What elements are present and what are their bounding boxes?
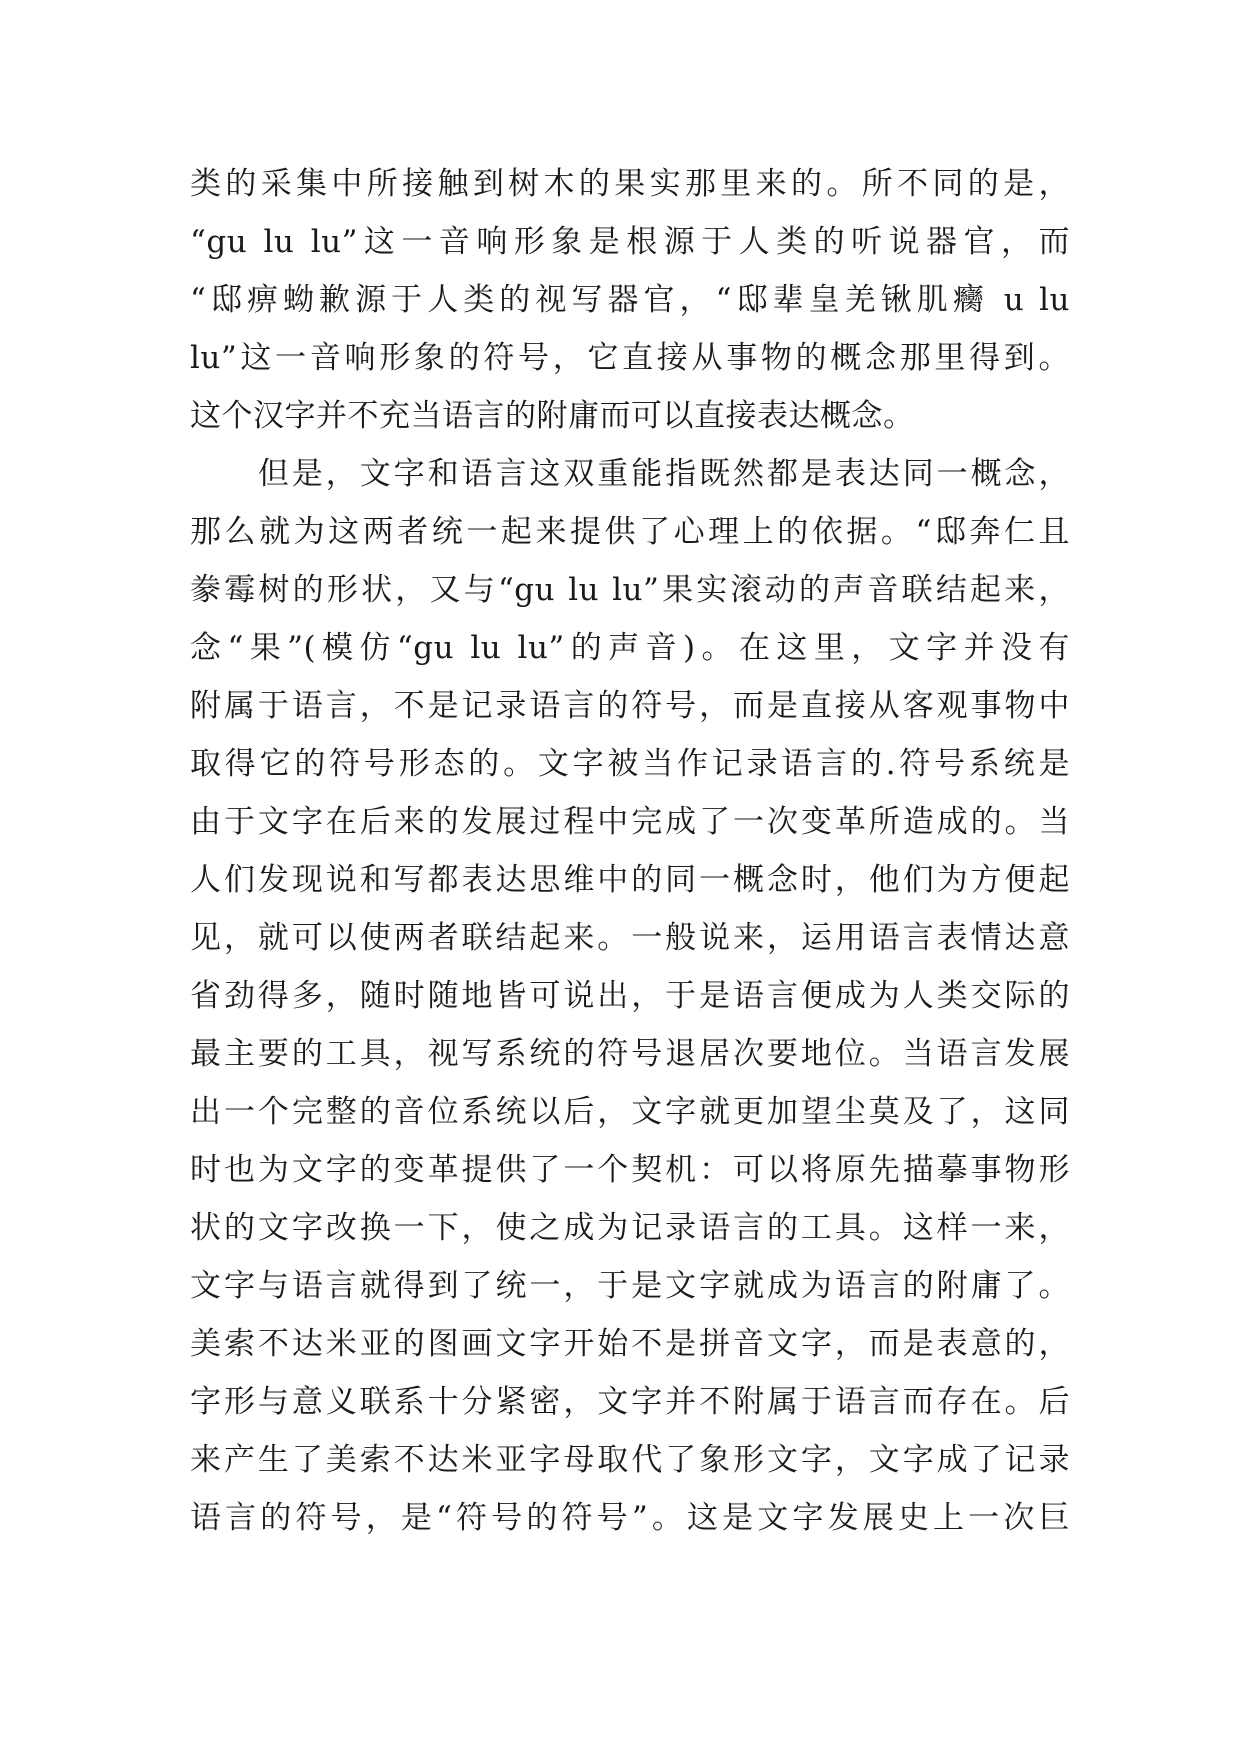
text-line: 最主要的工具，视写系统的符号退居次要地位。当语言发展 xyxy=(190,1036,1070,1072)
text-line: 字形与意义联系十分紧密，文字并不附属于语言而存在。后 xyxy=(190,1384,1070,1420)
body-text xyxy=(190,155,1070,1547)
text-line: 出一个完整的音位系统以后，文字就更加望尘莫及了，这同 xyxy=(190,1094,1070,1130)
text-line: 文字与语言就得到了统一，于是文字就成为语言的附庸了。 xyxy=(190,1268,1070,1304)
text-line: 省劲得多，随时随地皆可说出，于是语言便成为人类交际的 xyxy=(190,978,1070,1014)
text-line: 附属于语言，不是记录语言的符号，而是直接从客观事物中 xyxy=(190,688,1070,724)
text-line: 那么就为这两者统一起来提供了心理上的依据。“邸奔仁且 xyxy=(190,514,1070,550)
text-line: “gu lu lu”这一音响形象是根源于人类的听说器官，而 xyxy=(190,224,1070,260)
text-line: “邸痹蚴歉源于人类的视写器官，“邸辈皇羌锹肌癵 u lu xyxy=(190,282,1070,318)
text-line: 见，就可以使两者联结起来。一般说来，运用语言表情达意 xyxy=(190,920,1070,956)
text-line: 豢霉树的形状，又与“gu lu lu”果实滚动的声音联结起来， xyxy=(190,572,1070,608)
text-line: 美索不达米亚的图画文字开始不是拼音文字，而是表意的， xyxy=(190,1326,1070,1362)
text-line: 人们发现说和写都表达思维中的同一概念时，他们为方便起 xyxy=(190,862,1070,898)
text-line: 类的采集中所接触到树木的果实那里来的。所不同的是， xyxy=(190,166,1070,202)
text-line: 来产生了美索不达米亚字母取代了象形文字，文字成了记录 xyxy=(190,1442,1070,1478)
text-line: lu”这一音响形象的符号，它直接从事物的概念那里得到。 xyxy=(190,340,1070,376)
text-line: 但是，文字和语言这双重能指既然都是表达同一概念， xyxy=(190,456,1070,492)
text-line: 这个汉字并不充当语言的附庸而可以直接表达概念。 xyxy=(190,398,915,434)
text-line: 念“果”(模仿“gu lu lu”的声音)。在这里，文字并没有 xyxy=(190,630,1070,666)
text-line: 状的文字改换一下，使之成为记录语言的工具。这样一来， xyxy=(190,1210,1070,1246)
text-line: 由于文字在后来的发展过程中完成了一次变革所造成的。当 xyxy=(190,804,1070,840)
text-line: 取得它的符号形态的。文字被当作记录语言的.符号系统是 xyxy=(190,746,1070,782)
text-line: 语言的符号，是“符号的符号”。这是文字发展史上一次巨 xyxy=(190,1500,1070,1536)
text-line: 时也为文字的变革提供了一个契机：可以将原先描摹事物形 xyxy=(190,1152,1070,1188)
